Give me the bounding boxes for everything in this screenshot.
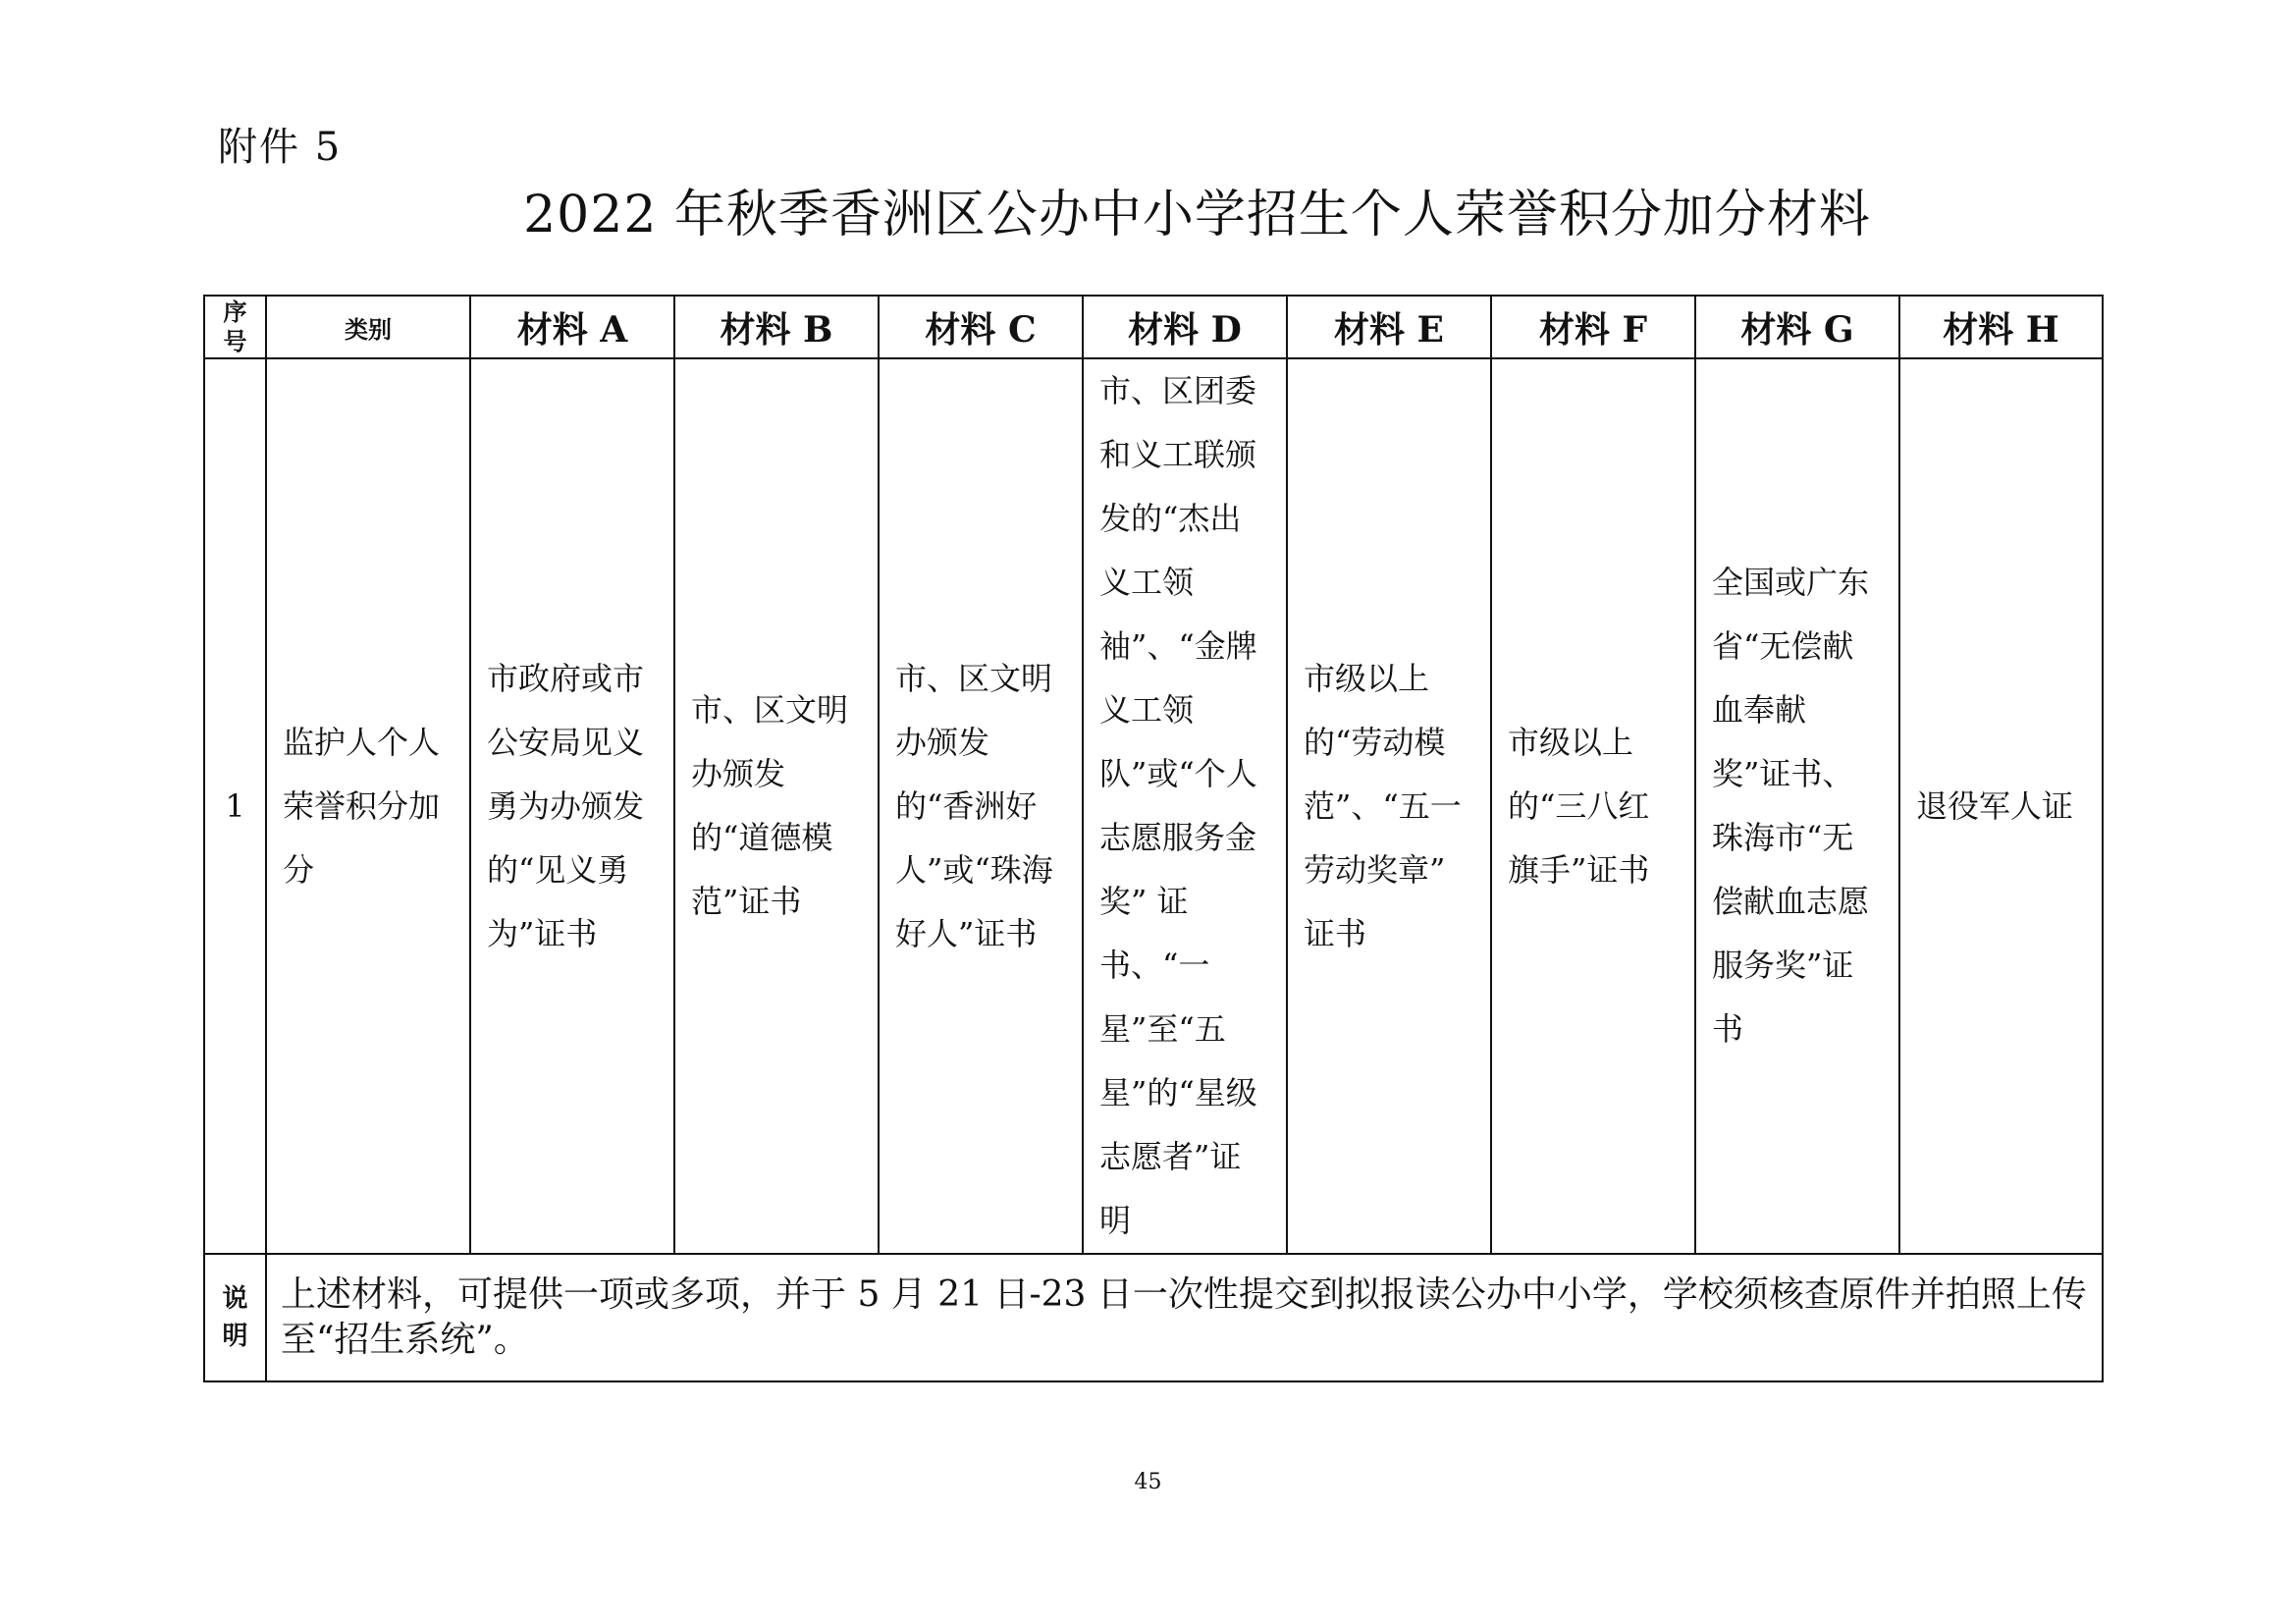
header-material-c: 材料 C bbox=[879, 296, 1083, 358]
attachment-label: 附件 5 bbox=[218, 125, 343, 170]
row-seq: 1 bbox=[204, 358, 266, 1254]
row-material-d: 市、区团委和义工联颁发的“杰出义工领袖”、“金牌义工领队”或“个人志愿服务金奖” 证书、“一星”至“五星”的“星级志愿者”证明 bbox=[1083, 358, 1287, 1254]
row-material-e: 市级以上的“劳动模范”、“五一劳动奖章” 证书 bbox=[1287, 358, 1491, 1254]
row-material-f: 市级以上的“三八红旗手”证书 bbox=[1491, 358, 1695, 1254]
header-seq: 序号 bbox=[204, 296, 266, 358]
row-category: 监护人个人荣誉积分加分 bbox=[266, 358, 470, 1254]
row-material-a: 市政府或市公安局见义勇为办颁发的“见义勇为”证书 bbox=[470, 358, 674, 1254]
document-title: 2022 年秋季香洲区公办中小学招生个人荣誉积分加分材料 bbox=[523, 186, 1871, 244]
table-row bbox=[204, 358, 2103, 1254]
header-material-a: 材料 A bbox=[470, 296, 674, 358]
page-number: 45 bbox=[1134, 1470, 1162, 1494]
row-material-c: 市、区文明办颁发的“香洲好人”或“珠海好人”证书 bbox=[879, 358, 1083, 1254]
header-material-e: 材料 E bbox=[1287, 296, 1491, 358]
header-material-g: 材料 G bbox=[1695, 296, 1899, 358]
row-material-g: 全国或广东省“无偿献血奉献奖”证书、 珠海市“无偿献血志愿服务奖”证书 bbox=[1695, 358, 1899, 1254]
materials-table bbox=[203, 295, 2104, 1382]
header-material-f: 材料 F bbox=[1491, 296, 1695, 358]
header-material-b: 材料 B bbox=[674, 296, 879, 358]
note-text: 上述材料，可提供一项或多项，并于 5 月 21 日-23 日一次性提交到拟报读公办中小学，学校须核查原件并拍照上传至“招生系统”。 bbox=[266, 1254, 2103, 1381]
note-row bbox=[204, 1254, 2103, 1381]
row-material-b: 市、区文明办颁发的“道德模范”证书 bbox=[674, 358, 879, 1254]
table-header-row bbox=[204, 296, 2103, 358]
note-label: 说明 bbox=[204, 1254, 266, 1381]
header-category: 类别 bbox=[266, 296, 470, 358]
header-material-h: 材料 H bbox=[1899, 296, 2103, 358]
header-material-d: 材料 D bbox=[1083, 296, 1287, 358]
row-material-h: 退役军人证 bbox=[1899, 358, 2103, 1254]
